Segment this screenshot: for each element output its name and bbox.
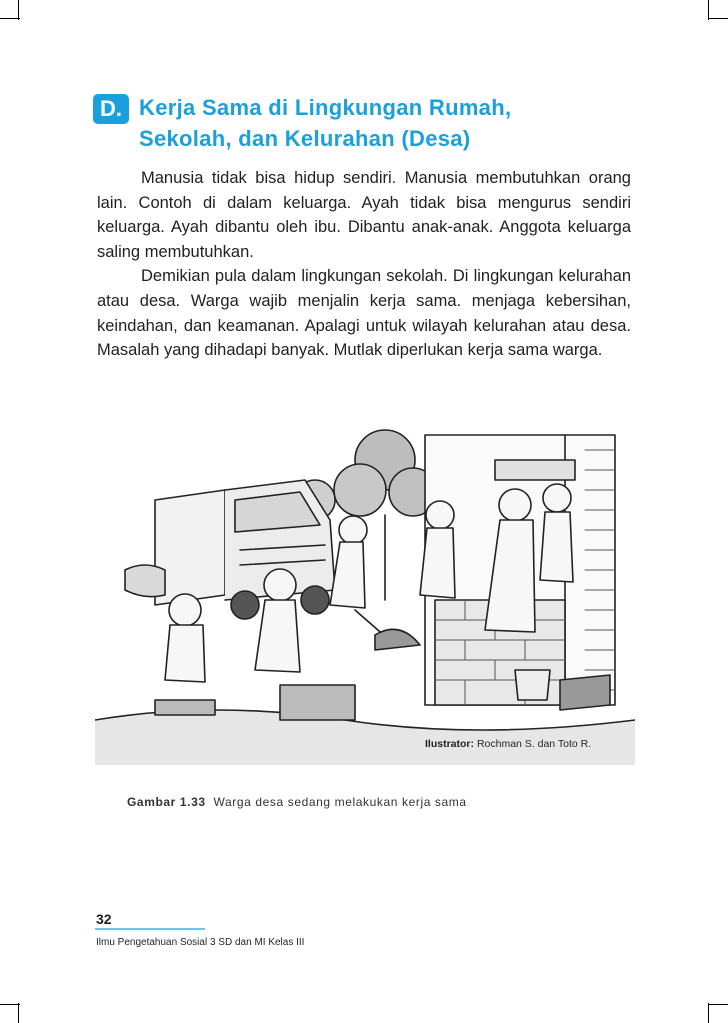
page-number: 32: [96, 911, 112, 927]
crop-mark: [708, 1003, 709, 1023]
credit-names: Rochman S. dan Toto R.: [476, 738, 592, 750]
section-title: [139, 92, 511, 154]
body-text: [97, 166, 631, 363]
paragraph-2: Demikian pula dalam lingkungan sekolah. Di lingkungan kelurahan atau desa. Warga wajib menjalin kerja sama. menjaga kebersihan, keindahan, dan keamanan. Apalagi untuk wilayah kelurahan atau desa. Masalah yang dihadapi banyak. Mutlak diperlukan kerja sama warga.: [97, 267, 631, 360]
crop-mark: [0, 1004, 20, 1005]
book-title: Ilmu Pengetahuan Sosial 3 SD dan MI Kelas III: [96, 937, 305, 948]
footer-rule: [95, 928, 205, 930]
crop-mark: [708, 18, 728, 19]
bucket-illustration: [515, 670, 550, 700]
crop-mark: [18, 1003, 19, 1023]
paragraph-1: Manusia tidak bisa hidup sendiri. Manusia membutuhkan orang lain. Contoh di dalam keluarga. Ayah tidak bisa mengurus sendiri keluarga. Ayah dibantu oleh ibu. Dibantu anak-anak. Anggota keluarga saling membutuhkan.: [97, 169, 631, 261]
caption-label: Gambar 1.33: [127, 795, 206, 809]
caption-text: Warga desa sedang melakukan kerja sama: [213, 795, 467, 809]
section-title-line2: Sekolah, dan Kelurahan (Desa): [139, 126, 471, 151]
crop-mark: [0, 18, 20, 19]
village-cooperation-illustration: [95, 420, 635, 765]
credit-label: Ilustrator:: [425, 738, 475, 750]
crop-mark: [708, 1004, 728, 1005]
brick-stack-illustration: [560, 675, 610, 710]
crop-mark: [708, 0, 709, 20]
truck-illustration: [125, 480, 335, 619]
section-letter-badge: D.: [93, 94, 129, 124]
crop-mark: [18, 0, 19, 20]
illustrator-credit: [425, 738, 591, 750]
figure-caption: [127, 795, 467, 809]
section-title-line1: Kerja Sama di Lingkungan Rumah,: [139, 95, 512, 120]
